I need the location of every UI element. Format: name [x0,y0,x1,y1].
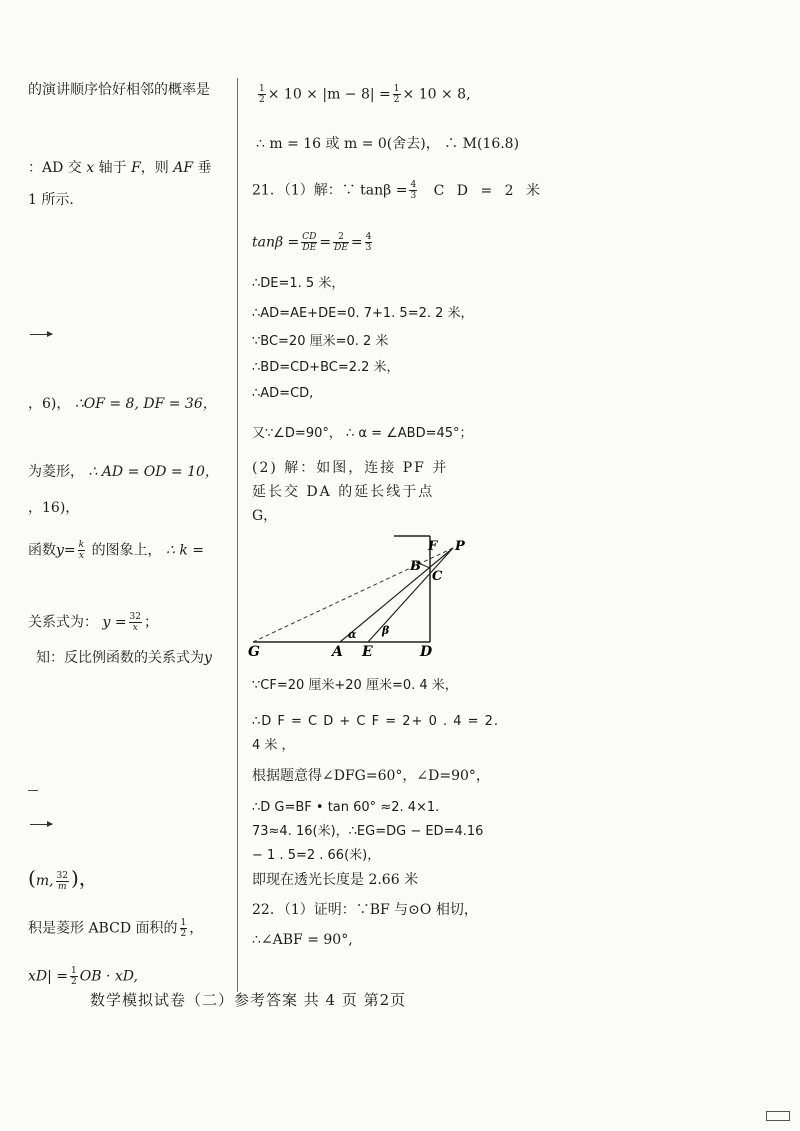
right-line-18: ∴D G=BF • tan 60° ≈2. 4×1. [252,800,440,815]
left-line-6: ，16)， [28,500,80,516]
axis-arrow-icon [30,334,52,335]
left-line-11: 积是菱形 ABCD 面积的 $\frac{1}{2}$ ， [28,918,204,939]
right-line-2: ∴ m = 16 或 m = 0(舍去)， ∴ M(16.8) [256,136,520,152]
right-line-5: ∴DE=1. 5 米， [252,276,345,291]
right-line-19: 73≈4. 16(米)，∴EG=DG − ED=4.16 [252,824,484,839]
label-beta: β [382,624,390,637]
right-line-21: 即现在透光长度是 2.66 米 [252,872,419,888]
right-line-10: 又∵∠D=90°， ∴ α = ∠ABD=45°； [252,426,473,441]
label-F: F [428,539,438,554]
left-dash [28,790,38,791]
left-line-9: 知：反比例函数的关系式为y [36,650,212,666]
label-A: A [332,644,343,660]
right-line-20: − 1 . 5=2 . 66(米)， [252,848,381,863]
label-P: P [455,539,465,554]
left-line-10: (m, $\frac{32}{m}$ )， [28,866,99,892]
right-line-11: (2) 解：如图，连接 PF 并 [252,460,449,476]
left-line-2: ：AD 交 x 轴于 F，则 AF 垂 [28,160,212,176]
right-line-6: ∴AD=AE+DE=0. 7+1. 5=2. 2 米， [252,306,474,321]
label-alpha: α [348,628,357,641]
right-line-23: ∴∠ABF = 90°, [252,932,353,948]
axis-arrow-icon [30,824,52,825]
right-line-1: $\frac{1}{2}$ × 10 × |m − 8| = $\frac{1}{2}$ × 10 × 8, [259,84,471,105]
label-D: D [420,644,433,660]
right-line-9: ∴AD=CD, [252,386,314,401]
column-divider [237,78,238,992]
left-line-1: 的演讲顺序恰好相邻的概率是 [28,82,210,98]
label-C: C [432,569,443,584]
right-line-3: 21．（1）解：∵ tanβ = $\frac{4}{3}$ C D = 2 米 [252,180,544,201]
left-line-4: ，6)， ∴OF = 8, DF = 36， [28,396,217,412]
left-line-8: 关系式为： y = $\frac{32}{x}$ ； [28,612,158,633]
label-B: B [410,559,421,574]
right-line-4: tanβ = $\frac{CD}{DE}$ = $\frac{2}{DE}$ = $\frac{4}{3}$ [252,232,372,253]
right-line-12: 延长交 DA 的延长线于点 [252,484,435,500]
page-footer: 数学模拟试卷（二）参考答案 共 4 页 第2页 [90,991,407,1009]
right-line-7: ∵BC=20 厘米=0. 2 米 [252,334,389,349]
right-line-8: ∴BD=CD+BC=2.2 米， [252,360,400,375]
geometry-figure [248,522,488,664]
left-line-5: 为菱形， ∴ AD = OD = 10， [28,464,219,480]
right-line-17: 根据题意得∠DFG=60°，∠D=90°， [252,768,490,784]
right-line-22: 22．（1）证明：∵BF 与⊙O 相切， [252,902,478,918]
right-line-15: ∴D F = C D + C F = 2+ 0 . 4 = 2. [252,714,500,729]
right-line-13: G， [252,508,278,524]
right-line-14: ∵CF=20 厘米+20 厘米=0. 4 米， [252,678,458,693]
scan-stamp-icon [766,1111,790,1121]
right-line-16: 4 米 ， [252,738,295,753]
label-G: G [248,644,260,660]
left-line-7: 函数y= $\frac{k}{x}$ 的图象上， ∴ k = [28,540,205,561]
label-E: E [362,644,373,660]
left-line-3: 1 所示. [28,192,74,208]
left-line-12: xD| = $\frac{1}{2}$ OB · xD, [28,966,138,987]
line-AP [340,548,453,642]
